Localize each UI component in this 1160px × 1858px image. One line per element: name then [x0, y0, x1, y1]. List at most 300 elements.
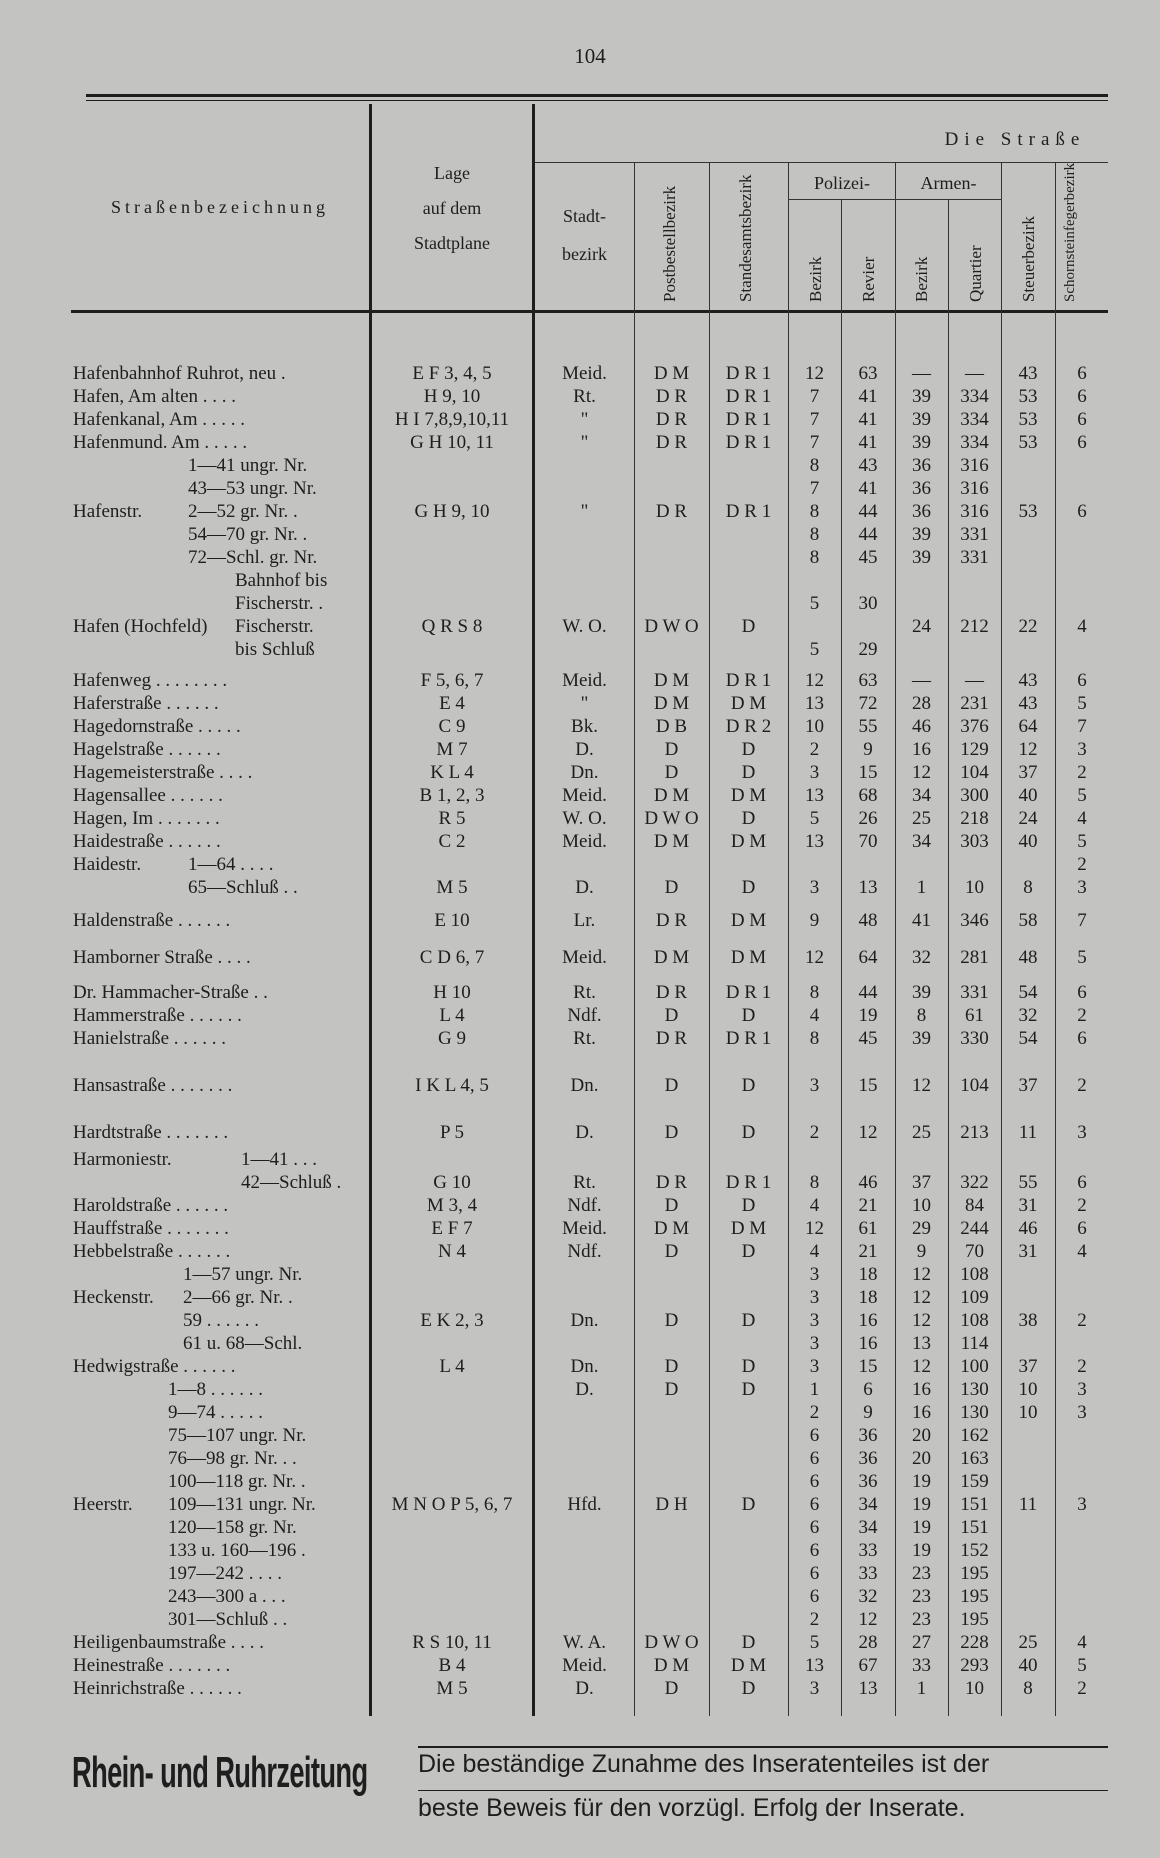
- cell-aq: 244: [960, 1218, 989, 1239]
- cell-stand: D M: [730, 910, 767, 931]
- table-row: [0, 1027, 1160, 1050]
- cell-ab: 23: [912, 1563, 931, 1584]
- cell-pr: 46: [858, 1172, 878, 1193]
- cell-aq: 129: [960, 739, 989, 760]
- street-group-label: Hafenstr.: [73, 501, 143, 522]
- cell-post: D: [664, 1075, 679, 1096]
- cell-pr: 34: [858, 1494, 878, 1515]
- table-row: [0, 569, 1160, 592]
- cell-pr: 41: [858, 478, 878, 499]
- cell-lage: M 5: [436, 1678, 468, 1699]
- cell-aq: 331: [960, 547, 989, 568]
- cell-aq: 231: [960, 693, 989, 714]
- cell-aq: 281: [960, 947, 989, 968]
- cell-ab: 8: [916, 1005, 927, 1026]
- cell-stand: D R 1: [725, 670, 772, 691]
- cell-pr: 36: [858, 1471, 878, 1492]
- cell-ab: 1: [916, 877, 927, 898]
- table-row: [0, 408, 1160, 431]
- table-row: [0, 784, 1160, 807]
- table-row: [0, 1194, 1160, 1217]
- cell-st: 54: [1018, 1028, 1038, 1049]
- cell-aq: 218: [960, 808, 989, 829]
- cell-pb: 8: [809, 1172, 820, 1193]
- cell-st: 43: [1018, 693, 1038, 714]
- cell-aq: —: [965, 670, 984, 691]
- cell-lage: M N O P 5, 6, 7: [391, 1494, 513, 1515]
- cell-pr: 26: [858, 808, 878, 829]
- cell-pr: 13: [858, 1678, 878, 1699]
- cell-ab: 37: [912, 1172, 931, 1193]
- cell-stand: D: [741, 1005, 756, 1026]
- cell-st: 32: [1018, 1005, 1038, 1026]
- cell-ab: —: [912, 670, 931, 691]
- cell-ab: 16: [912, 1379, 931, 1400]
- cell-pr: 30: [858, 593, 878, 614]
- cell-ab: 33: [912, 1655, 931, 1676]
- cell-post: D R: [655, 1028, 688, 1049]
- cell-aq: 334: [960, 409, 989, 430]
- cell-stadt: Lr.: [573, 910, 596, 931]
- cell-aq: 195: [960, 1586, 989, 1607]
- cell-stadt: Meid.: [562, 785, 607, 806]
- cell-sc: 2: [1077, 1678, 1087, 1699]
- cell-sc: 2: [1077, 1356, 1087, 1377]
- cell-pr: 44: [858, 524, 878, 545]
- cell-aq: 322: [960, 1172, 989, 1193]
- cell-pb: 3: [809, 1333, 820, 1354]
- street-name: Hagensallee . . . . . .: [73, 785, 223, 806]
- cell-ab: 25: [912, 1122, 931, 1143]
- cell-st: 10: [1018, 1379, 1038, 1400]
- cell-pb: 3: [809, 762, 820, 783]
- cell-stand: D R 1: [725, 982, 772, 1003]
- street-name: Hanielstraße . . . . . .: [73, 1028, 227, 1049]
- cell-st: 8: [1023, 877, 1033, 898]
- house-number-range: Bahnhof bis: [235, 570, 328, 591]
- house-number-range: 301—Schluß . .: [168, 1609, 288, 1630]
- cell-pb: 5: [809, 639, 820, 660]
- cell-sc: 2: [1077, 762, 1087, 783]
- cell-sc: 5: [1077, 785, 1087, 806]
- table-row: [0, 1401, 1160, 1424]
- cell-stand: D M: [730, 1655, 767, 1676]
- cell-stadt: Dn.: [570, 1356, 599, 1377]
- table-row: [0, 669, 1160, 692]
- house-number-range: 59 . . . . . .: [183, 1310, 259, 1331]
- cell-sc: 2: [1077, 1005, 1087, 1026]
- house-number-range: 133 u. 160—196 .: [168, 1540, 306, 1561]
- cell-stand: D M: [730, 785, 767, 806]
- cell-aq: 152: [960, 1540, 989, 1561]
- house-number-range: 76—98 gr. Nr. . .: [168, 1448, 297, 1469]
- cell-stand: D: [741, 1195, 756, 1216]
- house-number-range: 2—66 gr. Nr. .: [183, 1287, 293, 1308]
- table-row: [0, 362, 1160, 385]
- house-number-range: 43—53 ungr. Nr.: [188, 478, 317, 499]
- cell-aq: 376: [960, 716, 989, 737]
- cell-lage: F 5, 6, 7: [420, 670, 484, 691]
- house-number-range: 1—8 . . . . . .: [168, 1379, 263, 1400]
- cell-ab: 12: [912, 1264, 931, 1285]
- cell-lage: E F 3, 4, 5: [412, 363, 492, 384]
- street-name: Hedwigstraße . . . . . .: [73, 1356, 236, 1377]
- cell-sc: 6: [1077, 432, 1087, 453]
- cell-stadt: ": [580, 409, 589, 430]
- cell-aq: 334: [960, 432, 989, 453]
- cell-ab: 24: [912, 616, 931, 637]
- cell-ab: 39: [912, 547, 931, 568]
- cell-pr: 12: [858, 1609, 878, 1630]
- cell-st: 40: [1018, 831, 1038, 852]
- cell-stand: D: [741, 1356, 756, 1377]
- cell-aq: 334: [960, 386, 989, 407]
- cell-aq: 109: [960, 1287, 989, 1308]
- cell-post: D M: [653, 670, 690, 691]
- cell-ab: 1: [916, 1678, 927, 1699]
- street-name: Hammerstraße . . . . . .: [73, 1005, 242, 1026]
- cell-st: 53: [1018, 386, 1038, 407]
- cell-lage: G H 10, 11: [410, 432, 494, 453]
- cell-stadt: Bk.: [571, 716, 598, 737]
- table-row: [0, 1654, 1160, 1677]
- cell-lage: G H 9, 10: [414, 501, 490, 522]
- cell-post: D R: [655, 409, 688, 430]
- cell-aq: 316: [960, 478, 989, 499]
- cell-aq: 213: [960, 1122, 989, 1143]
- cell-pr: 16: [858, 1310, 878, 1331]
- cell-stadt: D.: [575, 1678, 594, 1699]
- cell-sc: 3: [1077, 1379, 1087, 1400]
- cell-stand: D: [741, 1075, 756, 1096]
- cell-ab: 36: [912, 501, 931, 522]
- cell-lage: B 4: [438, 1655, 466, 1676]
- cell-st: 64: [1018, 716, 1038, 737]
- polizei-header: Polizei-: [814, 173, 870, 193]
- cell-stand: D M: [730, 831, 767, 852]
- cell-ab: 39: [912, 432, 931, 453]
- cell-stadt: W. O.: [562, 616, 607, 637]
- cell-pr: 15: [858, 1356, 878, 1377]
- table-row: [0, 1378, 1160, 1401]
- cell-pb: 7: [809, 409, 820, 430]
- cell-sc: 6: [1077, 409, 1087, 430]
- cell-post: D: [664, 1195, 679, 1216]
- col-stadt-header: [536, 197, 633, 273]
- cell-ab: —: [912, 363, 931, 384]
- cell-sc: 6: [1077, 386, 1087, 407]
- cell-pr: 34: [858, 1517, 878, 1538]
- cell-stadt: Ndf.: [567, 1241, 602, 1262]
- table-row: [0, 1332, 1160, 1355]
- cell-stand: D R 1: [725, 363, 772, 384]
- cell-stadt: Ndf.: [567, 1005, 602, 1026]
- house-number-range: 65—Schluß . .: [188, 877, 298, 898]
- cell-pb: 6: [809, 1540, 820, 1561]
- cell-stadt: Dn.: [570, 1075, 599, 1096]
- table-row: [0, 592, 1160, 615]
- cell-stand: D: [741, 1241, 756, 1262]
- table-row: [0, 1171, 1160, 1194]
- cell-aq: 316: [960, 455, 989, 476]
- cell-stadt: Meid.: [562, 1655, 607, 1676]
- street-group-label: Heckenstr.: [73, 1287, 154, 1308]
- cell-pr: 13: [858, 877, 878, 898]
- cell-aq: 346: [960, 910, 989, 931]
- cell-sc: 6: [1077, 363, 1087, 384]
- cell-ab: 19: [912, 1540, 931, 1561]
- cell-pb: 2: [809, 739, 820, 760]
- cell-stadt: Rt.: [573, 1028, 596, 1049]
- table-row: [0, 1004, 1160, 1027]
- cell-stadt: ": [580, 693, 589, 714]
- cell-lage: C 9: [438, 716, 466, 737]
- cell-ab: 20: [912, 1448, 931, 1469]
- cell-pr: 41: [858, 409, 878, 430]
- cell-pb: 5: [809, 593, 820, 614]
- cell-stand: D M: [730, 693, 767, 714]
- cell-pr: 67: [858, 1655, 878, 1676]
- cell-sc: 6: [1077, 1028, 1087, 1049]
- cell-pb: 2: [809, 1609, 820, 1630]
- table-row: [0, 1148, 1160, 1171]
- table-row: [0, 738, 1160, 761]
- cell-stand: D R 1: [725, 501, 772, 522]
- cell-sc: 2: [1077, 1075, 1087, 1096]
- table-row: [0, 500, 1160, 523]
- table-row: [0, 1240, 1160, 1263]
- table-row: [0, 761, 1160, 784]
- cell-st: 37: [1018, 1356, 1038, 1377]
- cell-pr: 44: [858, 501, 878, 522]
- cell-ab: 36: [912, 478, 931, 499]
- cell-st: 46: [1018, 1218, 1038, 1239]
- cell-pb: 4: [809, 1241, 820, 1262]
- cell-aq: 316: [960, 501, 989, 522]
- cell-post: D W O: [644, 1632, 699, 1653]
- street-name: Heiligenbaumstraße . . . .: [73, 1632, 265, 1653]
- cell-aq: 10: [965, 877, 984, 898]
- cell-st: 40: [1018, 1655, 1038, 1676]
- cell-pb: 6: [809, 1586, 820, 1607]
- cell-lage: M 7: [436, 739, 468, 760]
- street-name: Hagedornstraße . . . . .: [73, 716, 241, 737]
- cell-aq: 195: [960, 1563, 989, 1584]
- cell-stadt: Ndf.: [567, 1195, 602, 1216]
- table-row: [0, 615, 1160, 638]
- street-name: Haldenstraße . . . . . .: [73, 910, 231, 931]
- house-number-range: 1—57 ungr. Nr.: [183, 1264, 303, 1285]
- cell-sc: 2: [1077, 1310, 1087, 1331]
- cell-sc: 7: [1077, 716, 1087, 737]
- cell-pr: 43: [858, 455, 878, 476]
- cell-lage: C 2: [438, 831, 466, 852]
- street-name: Haferstraße . . . . . .: [73, 693, 219, 714]
- house-number-range: 75—107 ungr. Nr.: [168, 1425, 307, 1446]
- cell-stand: D: [741, 1310, 756, 1331]
- cell-lage: P 5: [439, 1122, 465, 1143]
- table-row: [0, 477, 1160, 500]
- cell-stadt: Hfd.: [567, 1494, 602, 1515]
- table-row: [0, 1074, 1160, 1097]
- street-name: Haidestraße . . . . . .: [73, 831, 221, 852]
- cell-aq: 61: [965, 1005, 984, 1026]
- cell-ab: 39: [912, 524, 931, 545]
- table-row: [0, 981, 1160, 1004]
- cell-st: 24: [1018, 808, 1038, 829]
- cell-sc: 3: [1077, 1122, 1087, 1143]
- street-name: Heinrichstraße . . . . . .: [73, 1678, 242, 1699]
- house-number-range: bis Schluß: [235, 639, 315, 660]
- table-row: [0, 1631, 1160, 1654]
- col-name-header: Straßenbezeichnung: [111, 197, 329, 217]
- cell-lage: H I 7,8,9,10,11: [394, 409, 510, 430]
- cell-aq: 195: [960, 1609, 989, 1630]
- house-number-range: 1—64 . . . .: [188, 854, 274, 875]
- cell-stadt: Meid.: [562, 831, 607, 852]
- group-rule: [533, 162, 1108, 163]
- cell-sc: 7: [1077, 910, 1087, 931]
- cell-aq: 151: [960, 1517, 989, 1538]
- cell-stadt: Meid.: [562, 1218, 607, 1239]
- col-stadt-line: Stadt-: [563, 206, 606, 226]
- newspaper-logo: Rhein- und Ruhrzeitung: [72, 1748, 368, 1797]
- street-name: Hafenkanal, Am . . . . .: [73, 409, 246, 430]
- cell-st: 37: [1018, 1075, 1038, 1096]
- armen-quartier-header: Quartier: [966, 245, 985, 302]
- cell-post: D: [664, 1356, 679, 1377]
- cell-pr: 61: [858, 1218, 878, 1239]
- cell-ab: 32: [912, 947, 931, 968]
- cell-post: D R: [655, 386, 688, 407]
- street-group-label: Harmoniestr.: [73, 1149, 172, 1170]
- cell-pr: 55: [858, 716, 878, 737]
- cell-sc: 4: [1077, 616, 1087, 637]
- cell-pb: 8: [809, 547, 820, 568]
- cell-ab: 13: [912, 1333, 931, 1354]
- cell-sc: 6: [1077, 670, 1087, 691]
- cell-ab: 16: [912, 739, 931, 760]
- house-number-range: 54—70 gr. Nr. .: [188, 524, 308, 545]
- cell-pb: 7: [809, 386, 820, 407]
- cell-sc: 4: [1077, 1241, 1087, 1262]
- house-number-range: 42—Schluß .: [241, 1172, 342, 1193]
- cell-st: 22: [1018, 616, 1038, 637]
- cell-post: D W O: [644, 616, 699, 637]
- cell-stadt: D.: [575, 1379, 594, 1400]
- cell-pb: 2: [809, 1402, 820, 1423]
- cell-lage: R 5: [438, 808, 466, 829]
- cell-post: D B: [655, 716, 688, 737]
- ad-line: Die beständige Zunahme des Inseratenteiles ist der: [418, 1750, 990, 1778]
- cell-stand: D R 1: [725, 386, 772, 407]
- cell-sc: 5: [1077, 1655, 1087, 1676]
- cell-ab: 10: [912, 1195, 931, 1216]
- cell-pb: 6: [809, 1448, 820, 1469]
- table-row: [0, 946, 1160, 969]
- cell-post: D M: [653, 785, 690, 806]
- house-number-range: 1—41 . . .: [241, 1149, 317, 1170]
- cell-aq: 108: [960, 1310, 989, 1331]
- cell-post: D R: [655, 501, 688, 522]
- table-row: [0, 523, 1160, 546]
- cell-sc: 6: [1077, 1218, 1087, 1239]
- cell-ab: 39: [912, 386, 931, 407]
- cell-post: D M: [653, 1218, 690, 1239]
- cell-pr: 63: [858, 670, 878, 691]
- cell-stand: D R 1: [725, 1172, 772, 1193]
- cell-pr: 6: [863, 1379, 873, 1400]
- cell-aq: 70: [965, 1241, 984, 1262]
- table-row: [0, 1516, 1160, 1539]
- house-number-range: Fischerstr.: [235, 616, 314, 637]
- col-lage-line: Lage: [434, 163, 470, 183]
- col-lage-line: auf dem: [422, 198, 482, 218]
- cell-pb: 9: [809, 910, 820, 931]
- cell-ab: 12: [912, 1310, 931, 1331]
- cell-aq: 104: [960, 762, 989, 783]
- cell-post: D: [664, 739, 679, 760]
- house-number-range: 120—158 gr. Nr.: [168, 1517, 297, 1538]
- street-name: Haroldstraße . . . . . .: [73, 1195, 229, 1216]
- cell-pb: 7: [809, 478, 820, 499]
- table-row: [0, 1493, 1160, 1516]
- cell-pb: 12: [805, 670, 824, 691]
- cell-pb: 6: [809, 1494, 820, 1515]
- cell-aq: 303: [960, 831, 989, 852]
- cell-post: D H: [655, 1494, 688, 1515]
- cell-ab: 23: [912, 1609, 931, 1630]
- cell-stand: D M: [730, 1218, 767, 1239]
- table-row: [0, 1309, 1160, 1332]
- cell-stadt: ": [580, 501, 589, 522]
- cell-stand: D: [741, 1494, 756, 1515]
- cell-sc: 6: [1077, 982, 1087, 1003]
- col-lage-line: Stadtplane: [414, 233, 490, 253]
- cell-post: D R: [655, 910, 688, 931]
- cell-pr: 18: [858, 1264, 878, 1285]
- street-name: Dr. Hammacher-Straße . .: [73, 982, 268, 1003]
- cell-pb: 10: [805, 716, 824, 737]
- cell-aq: 104: [960, 1075, 989, 1096]
- cell-pb: 12: [805, 1218, 824, 1239]
- cell-aq: 293: [960, 1655, 989, 1676]
- cell-sc: 6: [1077, 1172, 1087, 1193]
- table-row: [0, 1355, 1160, 1378]
- cell-stadt: Meid.: [562, 947, 607, 968]
- house-number-range: 1—41 ungr. Nr.: [188, 455, 308, 476]
- cell-stand: D M: [730, 947, 767, 968]
- cell-post: D M: [653, 1655, 690, 1676]
- cell-sc: 3: [1077, 877, 1087, 898]
- cell-st: 25: [1018, 1632, 1038, 1653]
- cell-stadt: D.: [575, 1122, 594, 1143]
- cell-pb: 13: [805, 785, 824, 806]
- table-row: [0, 431, 1160, 454]
- cell-lage: M 5: [436, 877, 468, 898]
- house-number-range: 109—131 ungr. Nr.: [168, 1494, 316, 1515]
- cell-st: 12: [1018, 739, 1038, 760]
- cell-pb: 13: [805, 831, 824, 852]
- table-row: [0, 1677, 1160, 1700]
- cell-stadt: Dn.: [570, 762, 599, 783]
- cell-ab: 16: [912, 1402, 931, 1423]
- cell-post: D M: [653, 947, 690, 968]
- cell-pb: 12: [805, 363, 824, 384]
- cell-lage: L 4: [439, 1005, 465, 1026]
- polizei-bezirk-header: Bezirk: [806, 256, 825, 302]
- ad-line: beste Beweis für den vorzügl. Erfolg der Inserate.: [418, 1794, 966, 1822]
